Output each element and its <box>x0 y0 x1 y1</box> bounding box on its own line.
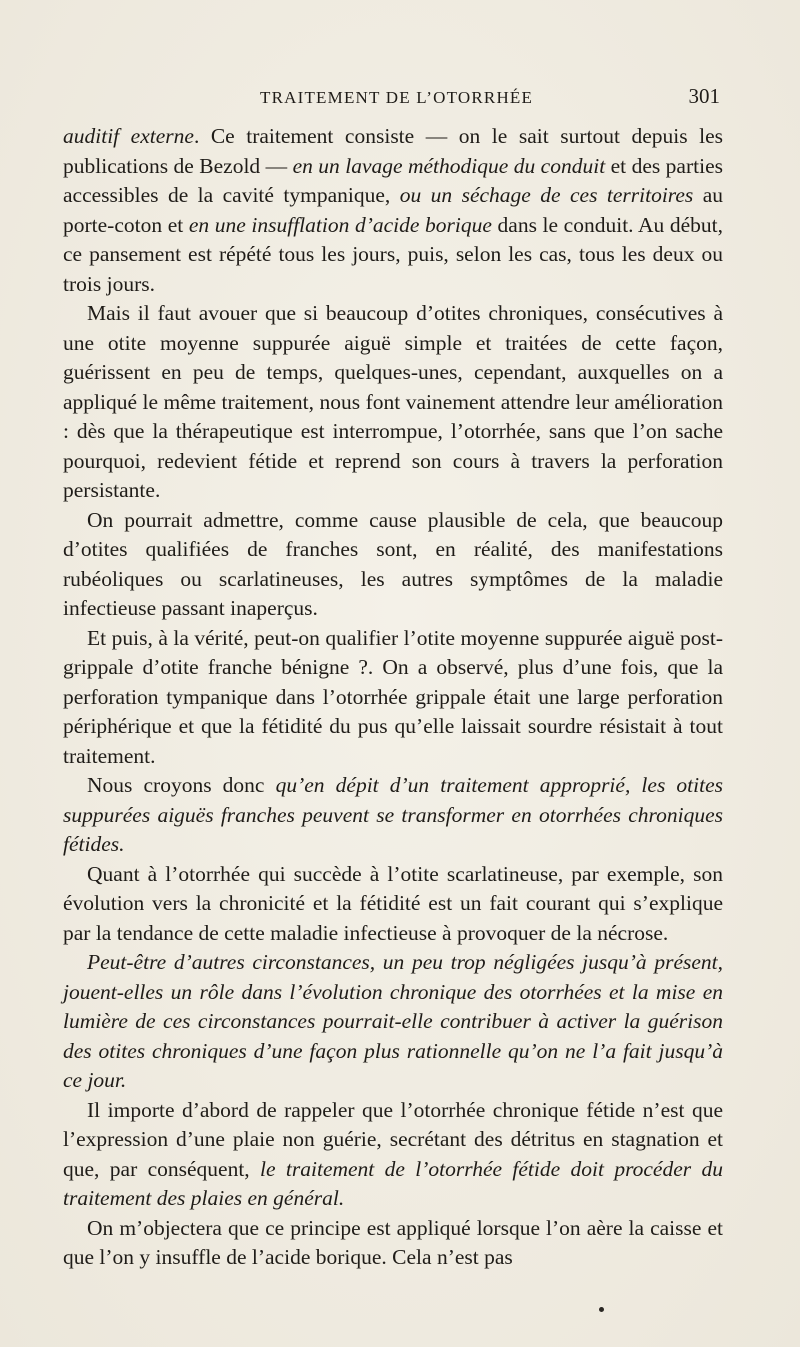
paragraph <box>63 948 723 1096</box>
paragraph <box>63 624 723 772</box>
running-head-title: TRAITEMENT DE L’OTORRHÉE <box>260 88 534 107</box>
text-run: . Ce traitement consiste — on le sait surtout depuis les publications de Bezold — <box>63 124 723 178</box>
text-run: Et puis, à la vérité, peut-on qualifier l’otite moyenne suppurée aiguë post-grippale d’otite franche bénigne ?. On a observé, plus d’une fois, que la perforation tympanique dans l’otorrhée grippale était une large perforation périphérique et que la fétidité du pus qu’elle laissait sourdre résistait à tout traitement. <box>63 625 723 768</box>
italic-text: en un lavage méthodique du conduit <box>292 153 606 178</box>
paragraph <box>63 860 723 949</box>
text-run: Quant à l’otorrhée qui succède à l’otite scarlatineuse, par exemple, son évolution vers la chronicité et la fétidité est un fait courant qui s’explique par la tendance de cette maladie infectieuse à provoquer de la nécrose. <box>63 861 723 945</box>
paragraph <box>63 506 723 624</box>
paragraph <box>63 122 723 299</box>
paragraph <box>63 1096 723 1214</box>
paragraph <box>63 1214 723 1273</box>
text-run: On m’objectera que ce principe est appliqué lorsque l’on aère la caisse et que l’on y insuffle de l’acide borique. Cela n’est pas <box>63 1215 723 1269</box>
page-number: 301 <box>688 84 720 108</box>
italic-text: ou un séchage de ces territoires <box>399 183 694 207</box>
italic-text: qu’en dépit d’un traitement approprié, les otites suppurées aiguës franches peuvent se transformer en otorrhées chroniques fétides. <box>63 773 724 856</box>
text-run: On pourrait admettre, comme cause plausible de cela, que beaucoup d’otites qualifiées de franches sont, en réalité, des manifestations rubéoliques ou scarlatineuses, les autres symptômes de la maladie infectieuse passant inaperçus. <box>63 507 723 620</box>
text-run: dans le conduit. Au début, ce pansement est répété tous les jours, puis, selon les cas, tous les deux ou trois jours. <box>63 212 723 296</box>
text-run: Nous croyons donc <box>87 773 276 797</box>
paragraph <box>63 771 723 860</box>
running-head <box>70 86 720 116</box>
italic-text: le traitement de l’otorrhée fétide doit procéder du traitement des plaies en général. <box>63 1156 723 1210</box>
body-text <box>63 122 723 1273</box>
italic-text: Peut-être d’autres circonstances, un peu trop négligées jusqu’à présent, jouent-elles un rôle dans l’évolution chronique des otorrhées et la mise en lumière de ces circonstances pourrait-elle contribuer à activer la guérison des otites chroniques d’une façon plus rationnelle qu’on ne l’a fait jusqu’à ce jour. <box>63 950 723 1092</box>
text-run: au porte-coton et <box>63 183 723 237</box>
paragraph <box>63 299 723 506</box>
printer-mark <box>599 1307 604 1312</box>
text-run: Il importe d’abord de rappeler que l’otorrhée chronique fétide n’est que l’expression d’une plaie non guérie, secrétant des détritus en stagnation et que, par conséquent, <box>63 1097 723 1181</box>
text-run: et des parties accessibles de la cavité tympanique, <box>63 153 723 207</box>
text-run: Mais il faut avouer que si beaucoup d’otites chroniques, consécutives à une otite moyenne suppurée aiguë simple et traitées de cette façon, guérissent en peu de temps, quelques-unes, cependant, auxquelles on a appliqué le même traitement, nous font vainement attendre leur amélioration : dès que la thérapeutique est interrompue, l’otorrhée, sans que l’on sache pourquoi, redevient fétide et reprend son cours à travers la perforation persistante. <box>63 301 723 502</box>
italic-text: en une insufflation d’acide borique <box>188 212 492 237</box>
italic-text: auditif externe <box>63 124 194 148</box>
